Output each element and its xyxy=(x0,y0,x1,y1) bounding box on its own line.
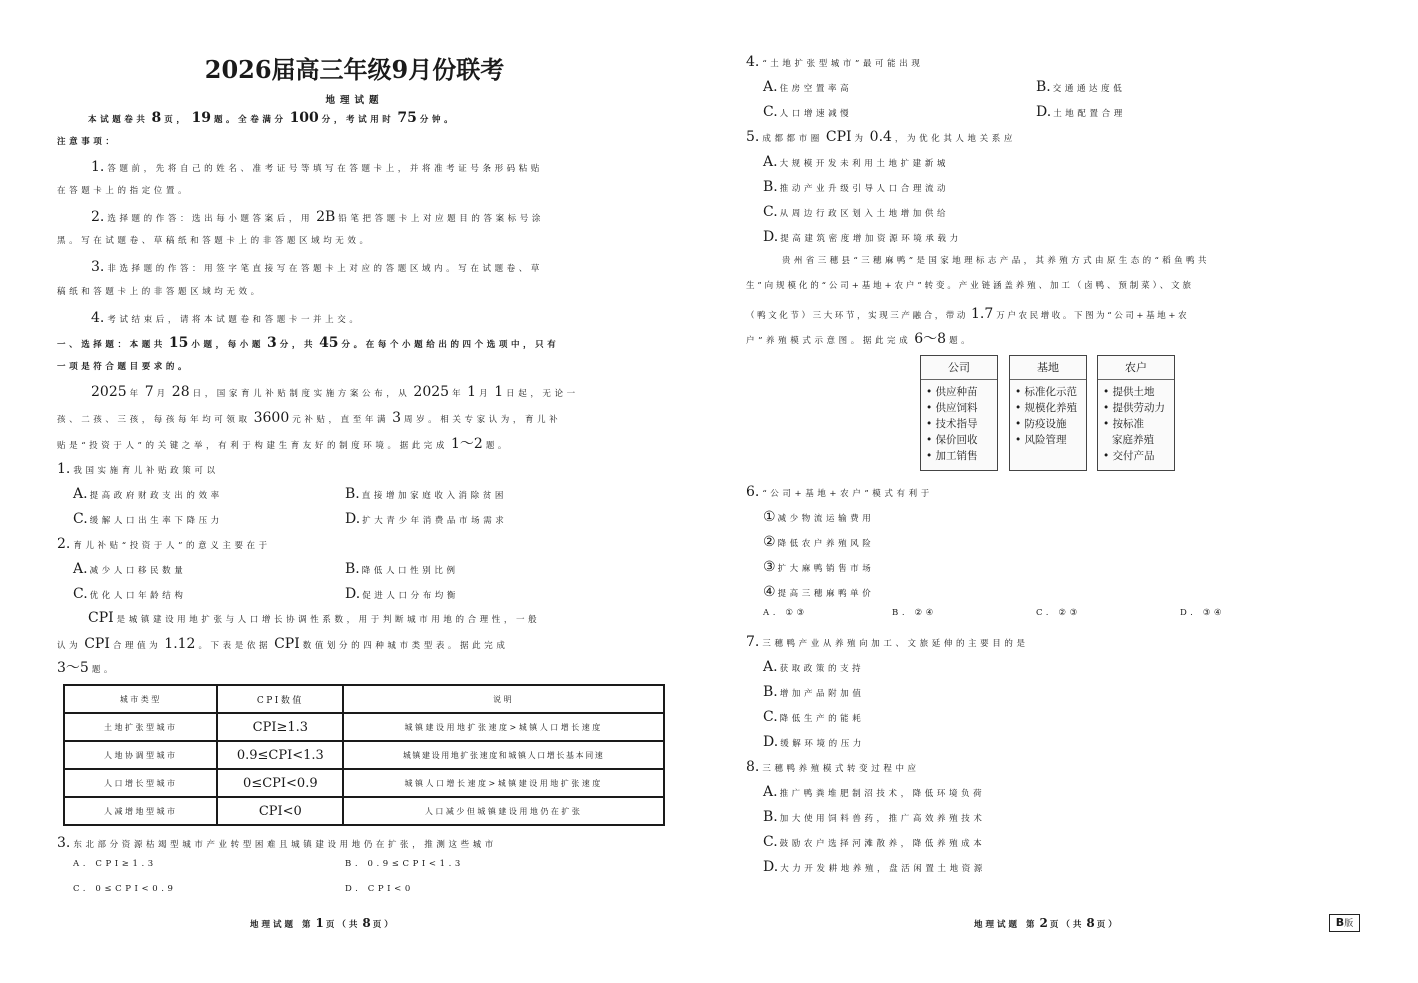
passage-2-line-3: 3～5 题。 xyxy=(57,660,117,676)
exam-title: 2026届高三年级9月份联考 xyxy=(204,55,505,84)
q2-option-d[interactable]: D. 促进人口分布均衡 xyxy=(345,586,459,602)
question-6-stem: 6. “公司+基地+农户”模式有利于 xyxy=(746,484,933,500)
table-cell-type: 人口增长型城市 xyxy=(64,769,217,797)
diagram-box-farmer xyxy=(1097,355,1175,471)
table-header: CPI数值 xyxy=(217,685,343,713)
q6-option-b[interactable]: B. ②④ xyxy=(892,608,937,618)
q2-option-c[interactable]: C. 优化人口年龄结构 xyxy=(73,586,187,602)
section-1-heading: 一、选择题：本题共 15 小题，每小题 3 分，共 45 分。在每个小题给出的四个选项中，只有 xyxy=(57,335,560,351)
q6-statement-2: ② 降低农户养殖风险 xyxy=(763,534,875,550)
q3-option-d[interactable]: D. CPI<0 xyxy=(345,884,414,894)
table-cell-cpi: CPI<0 xyxy=(217,797,343,825)
table-row xyxy=(64,713,664,741)
diagram-item: • 标准化示范 xyxy=(1015,386,1078,398)
q5-option-b[interactable]: B. 推动产业升级引导人口合理流动 xyxy=(763,179,950,195)
q7-option-b[interactable]: B. 增加产品附加值 xyxy=(763,684,865,700)
q7-option-c[interactable]: C. 降低生产的能耗 xyxy=(763,709,865,725)
table-header: 城市类型 xyxy=(64,685,217,713)
q8-option-a[interactable]: A. 推广鸭粪堆肥制沼技术，降低环境负荷 xyxy=(763,784,986,800)
note-3: 3. 非选择题的作答：用签字笔直接写在答题卡上对应的答题区域内。写在试题卷、草 xyxy=(91,259,543,275)
q3-option-b[interactable]: B. 0.9≤CPI<1.3 xyxy=(345,859,464,869)
diagram-item: • 防疫设施 xyxy=(1015,418,1067,430)
q6-option-c[interactable]: C. ②③ xyxy=(1036,608,1081,618)
diagram-item: • 供应饲料 xyxy=(926,402,978,414)
table-cell-desc: 城镇建设用地扩张速度和城镇人口增长基本同速 xyxy=(343,741,664,769)
q2-option-a[interactable]: A. 减少人口移民数量 xyxy=(73,561,187,577)
passage-2-line-1: CPI 是城镇建设用地扩张与人口增长协调性系数，用于判断城市用地的合理性，一般 xyxy=(88,610,541,626)
q1-option-d[interactable]: D. 扩大青少年消费品市场需求 xyxy=(345,511,508,527)
q7-option-a[interactable]: A. 获取政策的支持 xyxy=(763,659,865,675)
diagram-item: • 保价回收 xyxy=(926,434,978,446)
note-2-cont: 黑。写在试题卷、草稿纸和答题卡上的非答题区域均无效。 xyxy=(57,236,372,246)
q3-option-c[interactable]: C. 0≤CPI<0.9 xyxy=(73,884,177,894)
intro-line: 本试题卷共 8 页， 19 题。全卷满分 100 分，考试用时 75 分钟。 xyxy=(88,110,457,126)
table-cell-cpi: 0≤CPI<0.9 xyxy=(217,769,343,797)
table-cell-type: 人减增地型城市 xyxy=(64,797,217,825)
q2-option-b[interactable]: B. 降低人口性别比例 xyxy=(345,561,459,577)
version-stamp: B版 xyxy=(1329,914,1360,932)
question-1-stem: 1. 我国实施育儿补贴政策可以 xyxy=(57,461,219,477)
q4-option-d[interactable]: D. 土地配置合理 xyxy=(1036,104,1126,120)
q5-option-d[interactable]: D. 提高建筑密度增加资源环境承载力 xyxy=(763,229,962,245)
q6-option-a[interactable]: A. ①③ xyxy=(763,608,808,618)
note-1: 1. 答题前，先将自己的姓名、准考证号等填写在答题卡上，并将准考证号条形码粘贴 xyxy=(91,159,543,175)
diagram-box-base xyxy=(1009,355,1087,471)
passage-2-line-2: 认为 CPI 合理值为 1.12 。下表是依据 CPI 数值划分的四种城市类型表。据此完成 xyxy=(57,636,509,652)
diagram-item: • 技术指导 xyxy=(926,418,978,430)
q4-option-c[interactable]: C. 人口增速减慢 xyxy=(763,104,853,120)
diagram-item: • 提供劳动力 xyxy=(1103,402,1166,414)
diagram-item: • 风险管理 xyxy=(1015,434,1067,446)
q6-option-d[interactable]: D. ③④ xyxy=(1180,608,1226,618)
question-2-stem: 2. 育儿补贴“投资于人”的意义主要在于 xyxy=(57,536,271,552)
q4-option-b[interactable]: B. 交通通达度低 xyxy=(1036,79,1126,95)
notes-heading: 注意事项： xyxy=(57,137,118,147)
table-cell-type: 土地扩张型城市 xyxy=(64,713,217,741)
q1-option-b[interactable]: B. 直接增加家庭收入消除贫困 xyxy=(345,486,507,502)
passage-3-line-3: （鸭文化节）三大环节，实现三产融合，带动 1.7 万户农民增收。下图为“公司+基地+农 xyxy=(746,306,1190,322)
question-7-stem: 7. 三穗鸭产业从养殖向加工、文旅延伸的主要目的是 xyxy=(746,634,1029,650)
q3-option-a[interactable]: A. CPI≥1.3 xyxy=(73,859,157,869)
page-footer: 地理试题 第 1 页（共 8 页） xyxy=(250,916,396,930)
diagram-box-company xyxy=(920,355,998,471)
passage-1-line-2: 孩、二孩、三孩，每孩每年均可领取 3600 元补贴，直至年满 3 周岁。相关专家认为，育儿补 xyxy=(57,410,562,426)
table-header-row xyxy=(64,685,664,713)
diagram-item: • 供应种苗 xyxy=(926,386,978,398)
table-cell-desc: 人口减少但城镇建设用地仍在扩张 xyxy=(343,797,664,825)
q6-statement-4: ④ 提高三穗麻鸭单价 xyxy=(763,584,875,600)
table-row xyxy=(64,741,664,769)
diagram-head: 公司 xyxy=(921,356,997,380)
q1-option-c[interactable]: C. 缓解人口出生率下降压力 xyxy=(73,511,223,527)
question-4-stem: 4. “土地扩张型城市”最可能出现 xyxy=(746,54,924,70)
question-3-stem: 3. 东北部分资源枯竭型城市产业转型困难且城镇建设用地仍在扩张，推测这些城市 xyxy=(57,835,497,851)
exam-subtitle: 地理试题 xyxy=(325,95,384,106)
passage-3-line-1: 贵州省三穗县“三穗麻鸭”是国家地理标志产品，其养殖方式由原生态的“稻鱼鸭共 xyxy=(782,256,1210,266)
q6-statement-3: ③ 扩大麻鸭销售市场 xyxy=(763,559,875,575)
table-cell-cpi: 0.9≤CPI<1.3 xyxy=(217,741,343,769)
note-2: 2. 选择题的作答：选出每小题答案后，用 2B 铅笔把答题卡上对应题目的答案标号涂 xyxy=(91,209,544,225)
q8-option-d[interactable]: D. 大力开发耕地养殖，盘活闲置土地资源 xyxy=(763,859,986,875)
question-8-stem: 8. 三穗鸭养殖模式转变过程中应 xyxy=(746,759,920,775)
passage-3-line-2: 生”向规模化的“公司+基地+农户”转变。产业链涵盖养殖、加工（卤鸭、预制菜）、文旅 xyxy=(746,281,1194,291)
diagram-item: • 提供土地 xyxy=(1103,386,1155,398)
page-footer: 地理试题 第 2 页（共 8 页） xyxy=(974,916,1120,930)
table-cell-desc: 城镇人口增长速度>城镇建设用地扩张速度 xyxy=(343,769,664,797)
diagram-item: 家庭养殖 xyxy=(1112,434,1154,446)
table-row xyxy=(64,769,664,797)
q5-option-a[interactable]: A. 大规模开发未利用土地扩建新城 xyxy=(763,154,949,170)
table-cell-desc: 城镇建设用地扩张速度>城镇人口增长速度 xyxy=(343,713,664,741)
diagram-item: • 加工销售 xyxy=(926,450,978,462)
table-cell-type: 人地协调型城市 xyxy=(64,741,217,769)
table-cell-cpi: CPI≥1.3 xyxy=(217,713,343,741)
q8-option-b[interactable]: B. 加大使用饲料兽药，推广高效养殖技术 xyxy=(763,809,986,825)
passage-1-line-3: 贴是“投资于人”的关键之举，有利于构建生育友好的制度环境。据此完成 1～2 题。 xyxy=(57,436,511,452)
passage-1-line-1: 2025 年 7 月 28 日，国家育儿补贴制度实施方案公布，从 2025 年 1 月 1 日起，无论一 xyxy=(91,384,579,400)
q8-option-c[interactable]: C. 鼓励农户选择河滩散养，降低养殖成本 xyxy=(763,834,986,850)
diagram-item: • 规模化养殖 xyxy=(1015,402,1078,414)
question-5-stem: 5. 成都都市圈 CPI 为 0.4 ，为优化其人地关系应 xyxy=(746,129,1016,145)
diagram-head: 基地 xyxy=(1010,356,1086,380)
q7-option-d[interactable]: D. 缓解环境的压力 xyxy=(763,734,865,750)
note-3-cont: 稿纸和答题卡上的非答题区域均无效。 xyxy=(57,287,263,297)
page-2 xyxy=(709,0,1418,983)
section-1-heading-cont: 一项是符合题目要求的。 xyxy=(57,362,191,372)
table-row xyxy=(64,797,664,825)
diagram-item: • 交付产品 xyxy=(1103,450,1155,462)
table-header: 说明 xyxy=(343,685,664,713)
note-1-cont: 在答题卡上的指定位置。 xyxy=(57,186,191,196)
q5-option-c[interactable]: C. 从周边行政区划入土地增加供给 xyxy=(763,204,950,220)
q4-option-a[interactable]: A. 住房空置率高 xyxy=(763,79,853,95)
note-4: 4. 考试结束后，请将本试题卷和答题卡一并上交。 xyxy=(91,310,362,326)
q1-option-a[interactable]: A. 提高政府财政支出的效率 xyxy=(73,486,223,502)
diagram-item: • 按标准 xyxy=(1103,418,1145,430)
diagram-head: 农户 xyxy=(1098,356,1174,380)
passage-3-line-4: 户”养殖模式示意图。据此完成 6～8 题。 xyxy=(746,331,974,347)
cpi-table xyxy=(63,684,665,826)
q6-statement-1: ① 减少物流运输费用 xyxy=(763,509,875,525)
